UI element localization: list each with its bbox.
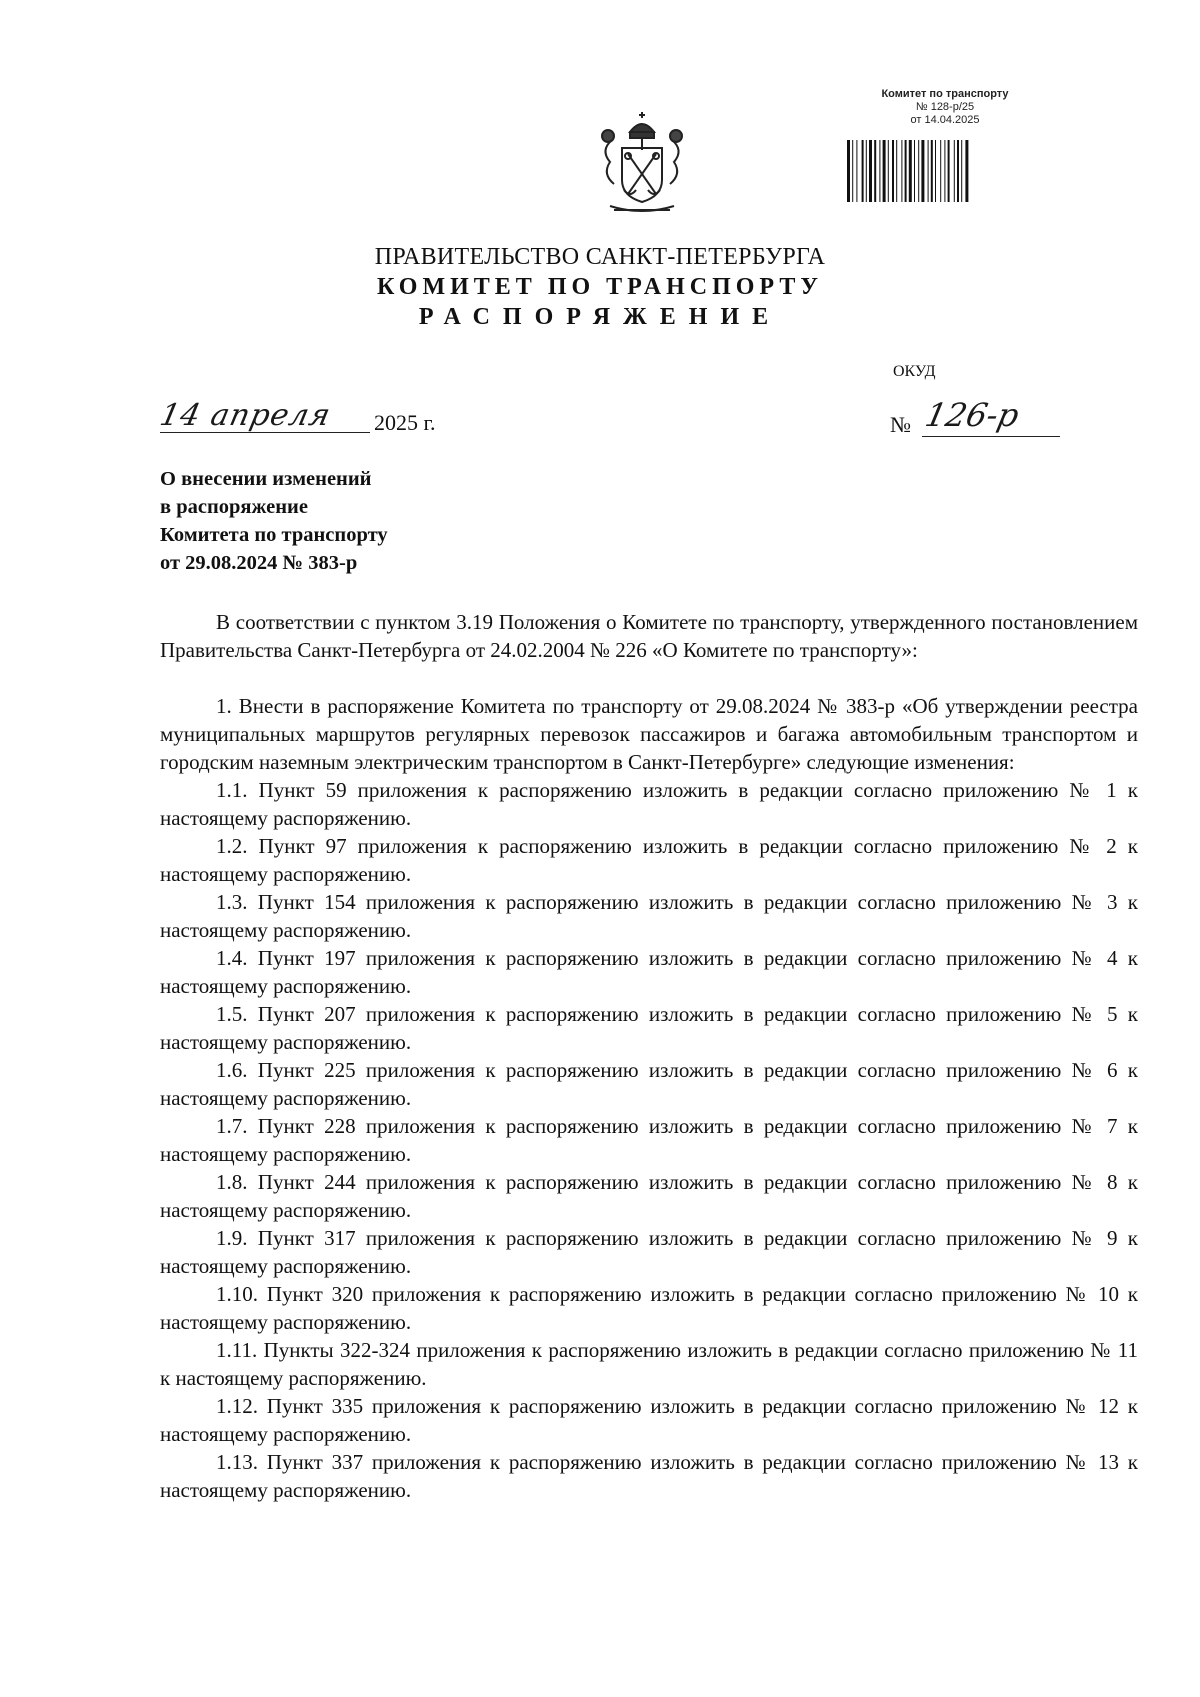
- handwritten-date: 14 апреля: [156, 398, 335, 433]
- number-underline: [922, 436, 1060, 437]
- date-year: 2025 г.: [374, 410, 436, 435]
- subject-line: Комитета по транспорту: [160, 524, 388, 546]
- subitem-paragraph: 1.1. Пункт 59 приложения к распоряжению изложить в редакции согласно приложению № 1 к настоящему распоряжению.: [160, 778, 1138, 830]
- barcode-bar: [901, 140, 902, 202]
- subject-line: О внесении изменений: [160, 468, 372, 490]
- subitem-paragraph: 1.2. Пункт 97 приложения к распоряжению изложить в редакции согласно приложению № 2 к настоящему распоряжению.: [160, 834, 1138, 886]
- subitem-paragraph: 1.5. Пункт 207 приложения к распоряжению изложить в редакции согласно приложению № 5 к настоящему распоряжению.: [160, 1002, 1138, 1054]
- subitem-paragraph: 1.9. Пункт 317 приложения к распоряжению изложить в редакции согласно приложению № 9 к настоящему распоряжению.: [160, 1226, 1138, 1278]
- coat-of-arms-emblem: [586, 110, 698, 218]
- item-1-paragraph: 1. Внести в распоряжение Комитета по транспорту от 29.08.2024 № 383-р «Об утверждении реестра муниципальных маршрутов регулярных перевозок пассажиров и багажа автомобильным транспортом и городским наземным электрическим транспортом в Санкт-Петербурге» следующие изменения:: [160, 694, 1138, 774]
- government-title: ПРАВИТЕЛЬСТВО САНКТ-ПЕТЕРБУРГА: [374, 244, 826, 270]
- stamp-number: № 128-р/25: [915, 101, 975, 113]
- barcode-bar: [957, 140, 959, 202]
- stamp-date: от 14.04.2025: [910, 114, 980, 126]
- barcode-bar: [883, 140, 886, 202]
- barcode-bar: [847, 140, 850, 202]
- barcode-bar: [869, 140, 872, 202]
- subitem-paragraph: 1.12. Пункт 335 приложения к распоряжению изложить в редакции согласно приложению № 12 к настоящему распоряжению.: [160, 1394, 1138, 1446]
- barcode-bar: [905, 140, 907, 202]
- barcode-bar: [874, 140, 876, 202]
- barcode-bar: [940, 140, 941, 202]
- subitem-paragraph: 1.6. Пункт 225 приложения к распоряжению изложить в редакции согласно приложению № 6 к настоящему распоряжению.: [160, 1058, 1138, 1110]
- subitem-paragraph: 1.7. Пункт 228 приложения к распоряжению изложить в редакции согласно приложению № 7 к настоящему распоряжению.: [160, 1114, 1138, 1166]
- barcode-bar: [892, 140, 894, 202]
- subitem-paragraph: 1.8. Пункт 244 приложения к распоряжению изложить в редакции согласно приложению № 8 к настоящему распоряжению.: [160, 1170, 1138, 1222]
- subject-line: от 29.08.2024 № 383-р: [160, 552, 358, 574]
- barcode-bar: [866, 140, 867, 202]
- subitem-paragraph: 1.13. Пункт 337 приложения к распоряжению изложить в редакции согласно приложению № 13 к настоящему распоряжению.: [160, 1450, 1138, 1502]
- document-subject: [160, 465, 580, 577]
- barcode-bar: [896, 140, 897, 202]
- okud-label: ОКУД: [893, 363, 936, 380]
- barcode-bar: [918, 140, 919, 202]
- subitem-paragraph: 1.11. Пункты 322-324 приложения к распоряжению изложить в редакции согласно приложению № 11 к настоящему распоряжению.: [160, 1338, 1138, 1390]
- barcode-bar: [948, 140, 950, 202]
- document-number: [890, 398, 1060, 442]
- barcode-bar: [862, 140, 864, 202]
- number-sign: №: [890, 412, 911, 437]
- barcode-bar: [921, 140, 924, 202]
- barcode-bar: [965, 140, 968, 202]
- barcode-bar: [935, 140, 936, 202]
- barcode-bar: [852, 140, 853, 202]
- document-header: [0, 242, 1200, 332]
- subitem-paragraph: 1.3. Пункт 154 приложения к распоряжению изложить в редакции согласно приложению № 3 к настоящему распоряжению.: [160, 890, 1138, 942]
- barcode-bar: [914, 140, 915, 202]
- barcode-bar: [888, 140, 889, 202]
- document-date: [156, 398, 460, 438]
- barcode-bar: [928, 140, 929, 202]
- barcode-bar: [954, 140, 955, 202]
- barcode-bar: [856, 140, 857, 202]
- committee-title: КОМИТЕТ ПО ТРАНСПОРТУ: [377, 274, 823, 300]
- document-type: РАСПОРЯЖЕНИЕ: [418, 304, 782, 330]
- handwritten-number: 126-р: [921, 396, 1023, 434]
- barcode-bar: [879, 140, 880, 202]
- preamble-paragraph: В соответствии с пунктом 3.19 Положения о Комитете по транспорту, утвержденного постановлением Правительства Санкт-Петербурга от 24.02.2004 № 226 «О Комитете по транспорту»:: [160, 610, 1138, 662]
- subitem-paragraph: 1.10. Пункт 320 приложения к распоряжению изложить в редакции согласно приложению № 10 к настоящему распоряжению.: [160, 1282, 1138, 1334]
- barcode-bar: [944, 140, 945, 202]
- document-body: [160, 608, 1138, 1504]
- barcode-bar: [931, 140, 933, 202]
- subitem-paragraph: 1.4. Пункт 197 приложения к распоряжению изложить в редакции согласно приложению № 4 к настоящему распоряжению.: [160, 946, 1138, 998]
- barcode-bar: [909, 140, 912, 202]
- stamp-organization: Комитет по транспорту: [881, 88, 1009, 100]
- barcode-bar: [961, 140, 962, 202]
- barcode: [845, 140, 1045, 202]
- subject-line: в распоряжение: [160, 496, 308, 518]
- registration-stamp: [840, 88, 1050, 127]
- date-underline: [160, 432, 370, 433]
